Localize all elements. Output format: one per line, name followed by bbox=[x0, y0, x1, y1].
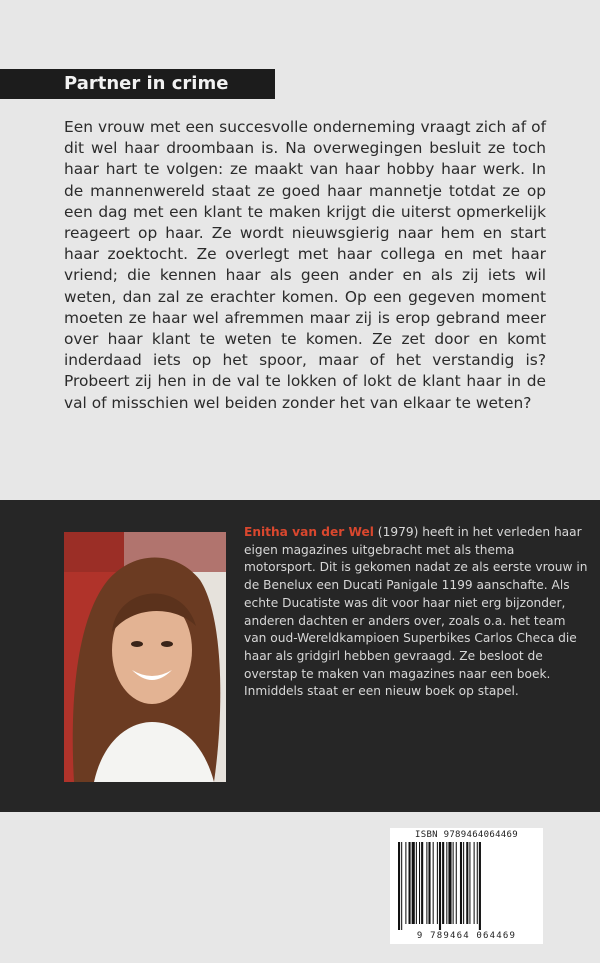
isbn-label: ISBN 9789464064469 bbox=[415, 830, 518, 840]
author-photo bbox=[64, 532, 226, 782]
book-title: Partner in crime bbox=[0, 69, 275, 99]
author-bio-text: (1979) heeft in het verleden haar eigen magazines uitgebracht met als thema motorsport. Dit is gekomen nadat ze als eerste vrouw in de Benelux een Ducati Panigale 1199 aanschafte. Als echte Ducatiste was dit voor haar niet erg bijzonder, anderen dachten er anders over, zoals o.a. het team van oud-Wereldkampioen Superbikes Carlos Checa die haar als gridgirl hebben gevraagd. Ze besloot de overstap te maken van magazines naar een boek. Inmiddels staat er een nieuw boek op stapel. bbox=[244, 525, 588, 699]
isbn-digits: 9 789464 064469 bbox=[416, 931, 517, 941]
author-name: Enitha van der Wel bbox=[244, 525, 374, 539]
author-bio bbox=[244, 524, 589, 701]
barcode-bars bbox=[398, 842, 535, 930]
barcode bbox=[390, 828, 543, 944]
author-section bbox=[0, 500, 600, 812]
blurb-text: Een vrouw met een succesvolle onderneming vraagt zich af of dit wel haar droombaan is. Na overwegingen besluit ze toch haar hart te volgen: ze maakt van haar hobby haar werk. In de mannenwereld staat ze goed haar mannetje totdat ze op een dag met een klant te maken krijgt die uiterst opmerkelijk reageert op haar. Ze wordt nieuwsgierig naar hem en start haar zoektocht. Ze overlegt met haar collega en met haar vriend; die kennen haar als geen ander en als zij iets wil weten, dan zal ze erachter komen. Op een gegeven moment moeten ze haar wel afremmen maar zij is erop gebrand meer over haar klant te weten te komen. Ze zet door en komt inderdaad iets op het spoor, maar of het verstandig is? Probeert zij hen in de val te lokken of lokt de klant haar in de val of misschien wel beiden zonder het van elkaar te weten? bbox=[64, 118, 546, 412]
